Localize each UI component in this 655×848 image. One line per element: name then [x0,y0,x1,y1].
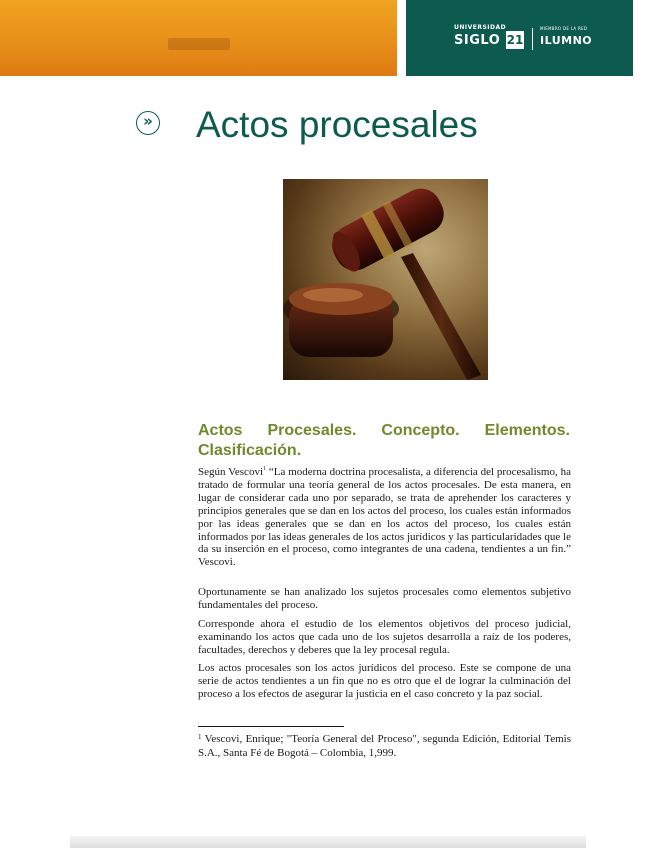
logo-member-text: MIEMBRO DE LA RED [540,26,588,31]
paragraph-1-body: “La moderna doctrina procesalista, a diferencia del procesalismo, ha tratado de formular una teoría general de los actos procesales. De esta manera, en lugar de considerar cada uno por separado, se trata de aprehender los caracteres y principios generales que se dan en los actos del proceso, los cuales están informados por las ideas generales que se dan en los actos del proceso, los cuales están informados por las ideas generales de los actos jurídicos y las particularidades que le da su inserción en el proceso, como integrantes de una cadena, tendientes a un fin.” Vescovi. [198,466,571,569]
paragraph-elementos-objetivos: Corresponde ahora el estudio de los elementos objetivos del proceso judicial, examinando los actos que cada uno de los sujetos desarrolla a raíz de los poderes, facultades, derechos y deberes que la ley procesal regula. [198,618,571,656]
logo-ilumno: ILUMNO [540,34,593,47]
paragraph-sujetos: Oportunamente se han analizado los sujetos procesales como elementos subjetivo fundamentales del proceso. [198,586,571,611]
footer-bar [70,836,586,848]
page-title: Actos procesales [196,104,478,145]
header-smudge [168,38,230,50]
footnote-rule [198,726,344,727]
logo-number: 21 [506,33,524,47]
paragraph-1-lead: Según Vescovi [198,466,263,478]
paragraph-vescovi-quote [198,466,571,569]
gavel-illustration [283,179,488,380]
logo-university-label: UNIVERSIDAD [454,24,507,31]
logo-siglo: SIGLO [454,33,501,48]
double-chevron-right-icon: » [136,111,160,135]
section-title: Actos Procesales. Concepto. Elementos. Clasificación. [198,422,570,459]
logo-separator [532,28,533,50]
paragraph-actos-juridicos: Los actos procesales son los actos jurídicos del proceso. Este se compone de una serie de actos tendientes a un fin que no es otro que el de lograr la culminación del proceso a los efectos de asegurar la justicia en el caso concreto y la paz social. [198,662,571,700]
footnote-text: Vescovi, Enrique; "Teoría General del Proceso", segunda Edición, Editorial Temis S.A., Santa Fé de Bogotá – Colombia, 1,999. [198,733,571,759]
gavel-photo [283,179,488,380]
header-banner-orange [0,0,397,76]
footnote-mark: 1 [198,733,202,741]
header-banner-green [406,0,633,76]
footnote-reference: 1 [263,466,266,472]
footnote [198,733,571,760]
